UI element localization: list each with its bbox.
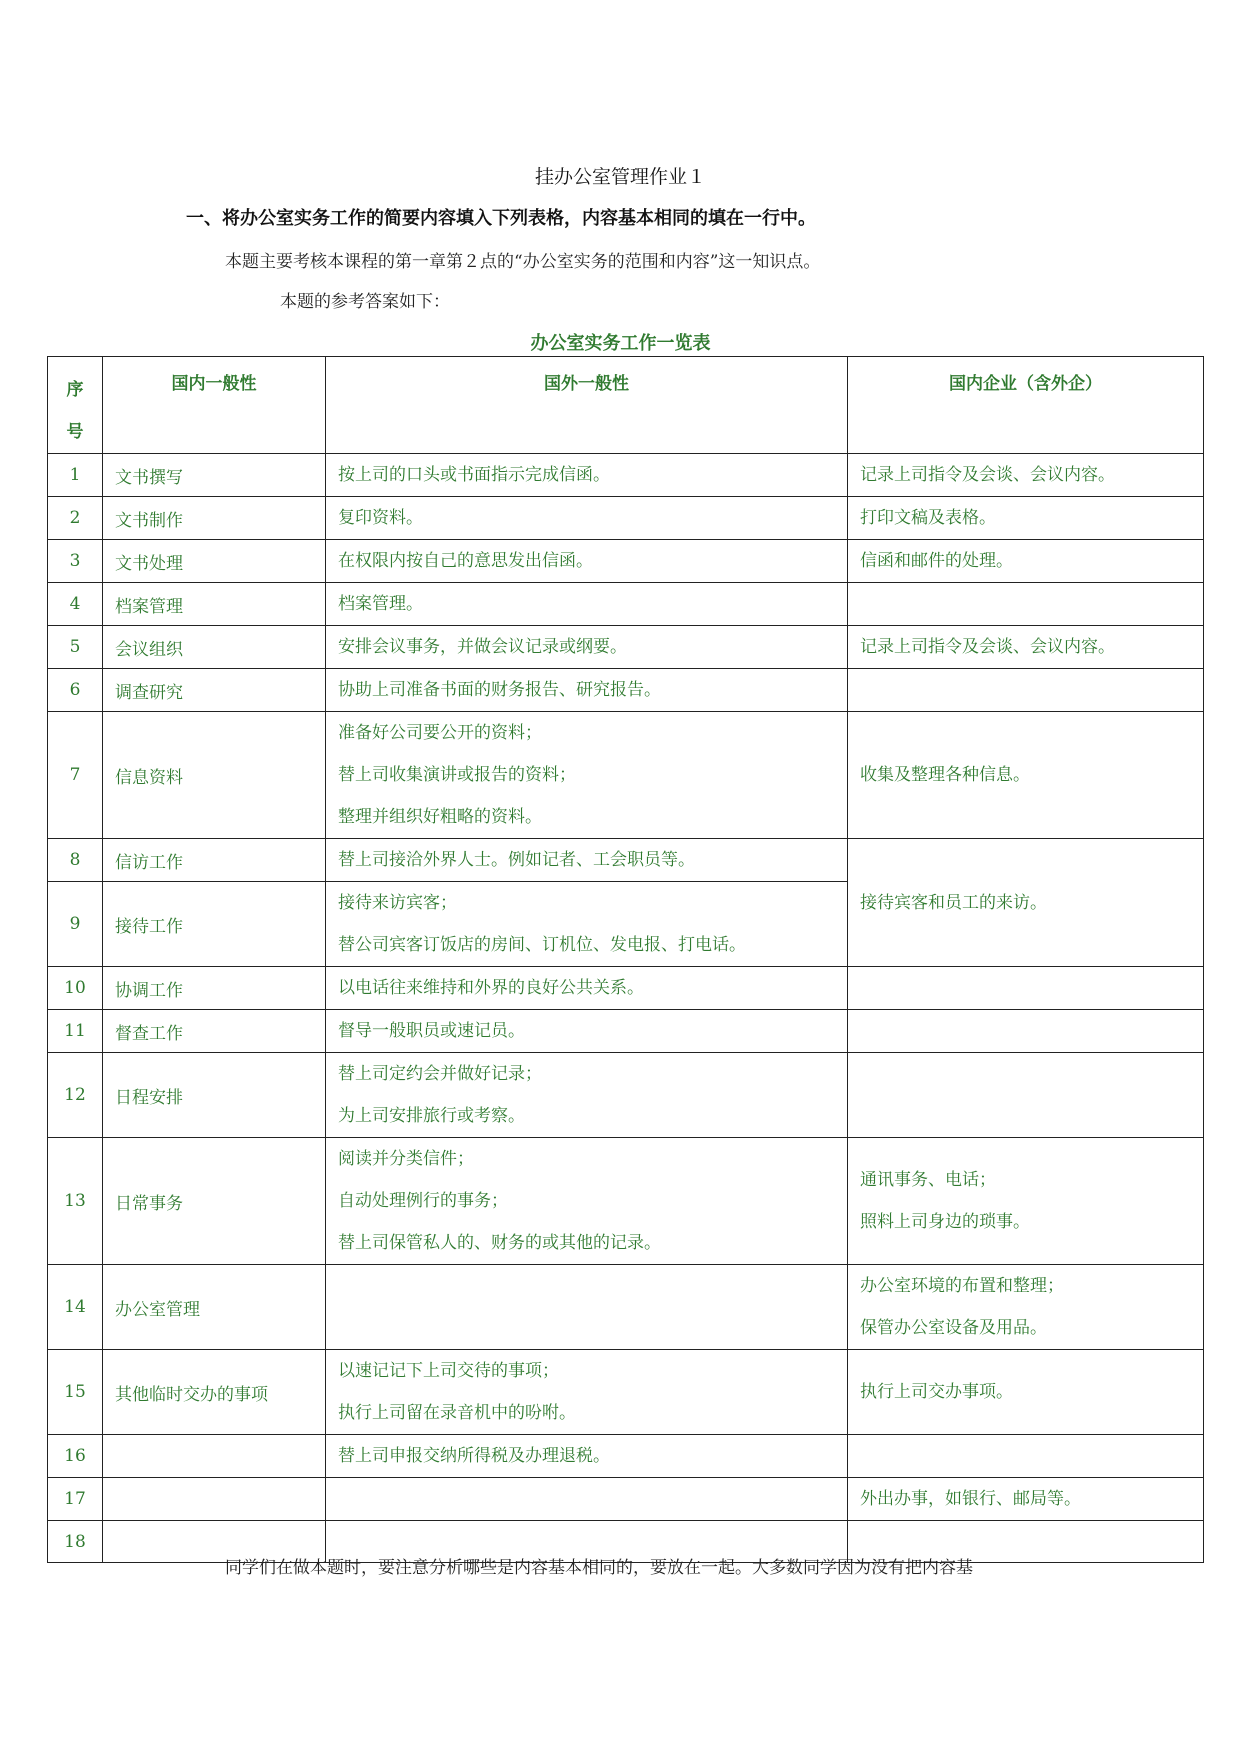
row-number: 1 [48,454,103,497]
row-item: 文书制作 [103,497,326,540]
row-item: 信访工作 [103,839,326,882]
row-number: 18 [48,1521,103,1563]
row-foreign [326,1350,848,1435]
answer-lead: 本题的参考答案如下： [280,292,450,312]
table-row [48,540,1204,583]
header-enterprise: 国内企业（含外企） [848,357,1204,454]
enterprise-line: 打印文稿及表格。 [860,508,996,528]
row-number: 6 [48,669,103,712]
table-row [48,1053,1204,1138]
row-foreign [326,497,848,540]
header-domestic: 国内一般性 [103,357,326,454]
foreign-line: 执行上司留在录音机中的吩咐。 [338,1403,576,1423]
row-foreign [326,839,848,882]
row-enterprise [848,712,1204,839]
table-row [48,712,1204,839]
enterprise-line: 外出办事，如银行、邮局等。 [860,1489,1081,1509]
foreign-line: 自动处理例行的事务； [338,1191,508,1211]
enterprise-line: 收集及整理各种信息。 [860,765,1030,785]
foreign-line: 替上司定约会并做好记录； [338,1064,542,1084]
foreign-line: 替上司申报交纳所得税及办理退税。 [338,1446,610,1466]
row-number: 13 [48,1138,103,1265]
foreign-line: 阅读并分类信件； [338,1149,474,1169]
row-foreign [326,712,848,839]
row-foreign [326,1053,848,1138]
row-number: 14 [48,1265,103,1350]
office-work-table [47,356,1204,1563]
page-title: 挂办公室管理作业１ [534,166,706,188]
row-foreign [326,1478,848,1521]
foreign-line: 替上司接洽外界人士。例如记者、工会职员等。 [338,850,695,870]
row-enterprise [848,1350,1204,1435]
row-number: 12 [48,1053,103,1138]
foreign-line: 替上司收集演讲或报告的资料； [338,765,576,785]
row-item: 文书撰写 [103,454,326,497]
row-item: 办公室管理 [103,1265,326,1350]
row-item: 接待工作 [103,882,326,967]
section-heading: 一、将办公室实务工作的简要内容填入下列表格，内容基本相同的填在一行中。 [186,208,816,229]
row-number: 5 [48,626,103,669]
row-enterprise [848,967,1204,1010]
intro-paragraph: 本题主要考核本课程的第一章第２点的“办公室实务的范围和内容”这一知识点。 [225,252,821,272]
row-number: 10 [48,967,103,1010]
row-enterprise [848,1478,1204,1521]
row-foreign [326,1435,848,1478]
table-row [48,967,1204,1010]
enterprise-line: 执行上司交办事项。 [860,1382,1013,1402]
row-enterprise [848,626,1204,669]
table-row [48,669,1204,712]
row-number: 4 [48,583,103,626]
enterprise-line: 接待宾客和员工的来访。 [860,892,1047,913]
table-row [48,1138,1204,1265]
row-enterprise [848,1138,1204,1265]
row-enterprise [848,497,1204,540]
foreign-line: 档案管理。 [338,594,423,614]
row-number: 16 [48,1435,103,1478]
table-row [48,626,1204,669]
row-number: 7 [48,712,103,839]
table-row [48,1010,1204,1053]
row-item: 协调工作 [103,967,326,1010]
table-header-row [48,357,1204,454]
row-enterprise [848,1053,1204,1138]
foreign-line: 替公司宾客订饭店的房间、订机位、发电报、打电话。 [338,935,746,955]
row-enterprise [848,669,1204,712]
row-foreign [326,583,848,626]
row-item: 其他临时交办的事项 [103,1350,326,1435]
foreign-line: 按上司的口头或书面指示完成信函。 [338,465,610,485]
table-row [48,1265,1204,1350]
row-item: 信息资料 [103,712,326,839]
header-seq-line-2: 号 [66,422,84,442]
row-enterprise [848,1265,1204,1350]
foreign-line: 安排会议事务，并做会议记录或纲要。 [338,637,627,657]
enterprise-line: 通讯事务、电话； [860,1170,996,1190]
table-row [48,839,1204,882]
row-item: 会议组织 [103,626,326,669]
foreign-line: 协助上司准备书面的财务报告、研究报告。 [338,680,661,700]
row-foreign [326,626,848,669]
table-row [48,583,1204,626]
table-row [48,1350,1204,1435]
header-seq [48,357,103,454]
row-number: 17 [48,1478,103,1521]
table-row [48,1478,1204,1521]
foreign-line: 接待来访宾客； [338,893,457,913]
row-item: 调查研究 [103,669,326,712]
row-foreign [326,1010,848,1053]
row-enterprise [848,540,1204,583]
enterprise-line: 照料上司身边的琐事。 [860,1212,1030,1232]
table-row [48,497,1204,540]
foreign-line: 督导一般职员或速记员。 [338,1021,525,1041]
header-seq-line-1: 序 [66,380,84,400]
row-item: 文书处理 [103,540,326,583]
enterprise-line: 保管办公室设备及用品。 [860,1318,1047,1338]
foreign-line: 替上司保管私人的、财务的或其他的记录。 [338,1233,661,1253]
row-enterprise [848,839,1204,967]
header-foreign: 国外一般性 [326,357,848,454]
enterprise-line: 办公室环境的布置和整理； [860,1276,1064,1296]
row-enterprise [848,1435,1204,1478]
row-foreign [326,882,848,967]
row-foreign [326,1265,848,1350]
row-item: 日程安排 [103,1053,326,1138]
row-enterprise [848,1010,1204,1053]
row-enterprise [848,583,1204,626]
row-number: 8 [48,839,103,882]
row-number: 11 [48,1010,103,1053]
row-foreign [326,669,848,712]
foreign-line: 为上司安排旅行或考察。 [338,1106,525,1126]
row-number: 9 [48,882,103,967]
foreign-line: 以速记记下上司交待的事项； [338,1361,559,1381]
foreign-line: 准备好公司要公开的资料； [338,723,542,743]
row-foreign [326,1138,848,1265]
foreign-line: 以电话往来维持和外界的良好公共关系。 [338,978,644,998]
row-item [103,1435,326,1478]
row-item: 督查工作 [103,1010,326,1053]
row-item: 日常事务 [103,1138,326,1265]
table-row [48,454,1204,497]
table-caption: 办公室实务工作一览表 [530,333,711,354]
row-number: 3 [48,540,103,583]
row-foreign [326,967,848,1010]
row-number: 15 [48,1350,103,1435]
row-item: 档案管理 [103,583,326,626]
foreign-line: 复印资料。 [338,508,423,528]
row-number: 2 [48,497,103,540]
row-item [103,1478,326,1521]
foreign-line: 整理并组织好粗略的资料。 [338,807,542,827]
row-enterprise [848,454,1204,497]
row-foreign [326,454,848,497]
enterprise-line: 记录上司指令及会谈、会议内容。 [860,637,1115,657]
table-row [48,1435,1204,1478]
enterprise-line: 记录上司指令及会谈、会议内容。 [860,465,1115,485]
row-foreign [326,540,848,583]
enterprise-line: 信函和邮件的处理。 [860,551,1013,571]
foreign-line: 在权限内按自己的意思发出信函。 [338,551,593,571]
footer-note: 同学们在做本题时，要注意分析哪些是内容基本相同的，要放在一起。大多数同学因为没有把内容基 [225,1558,973,1578]
